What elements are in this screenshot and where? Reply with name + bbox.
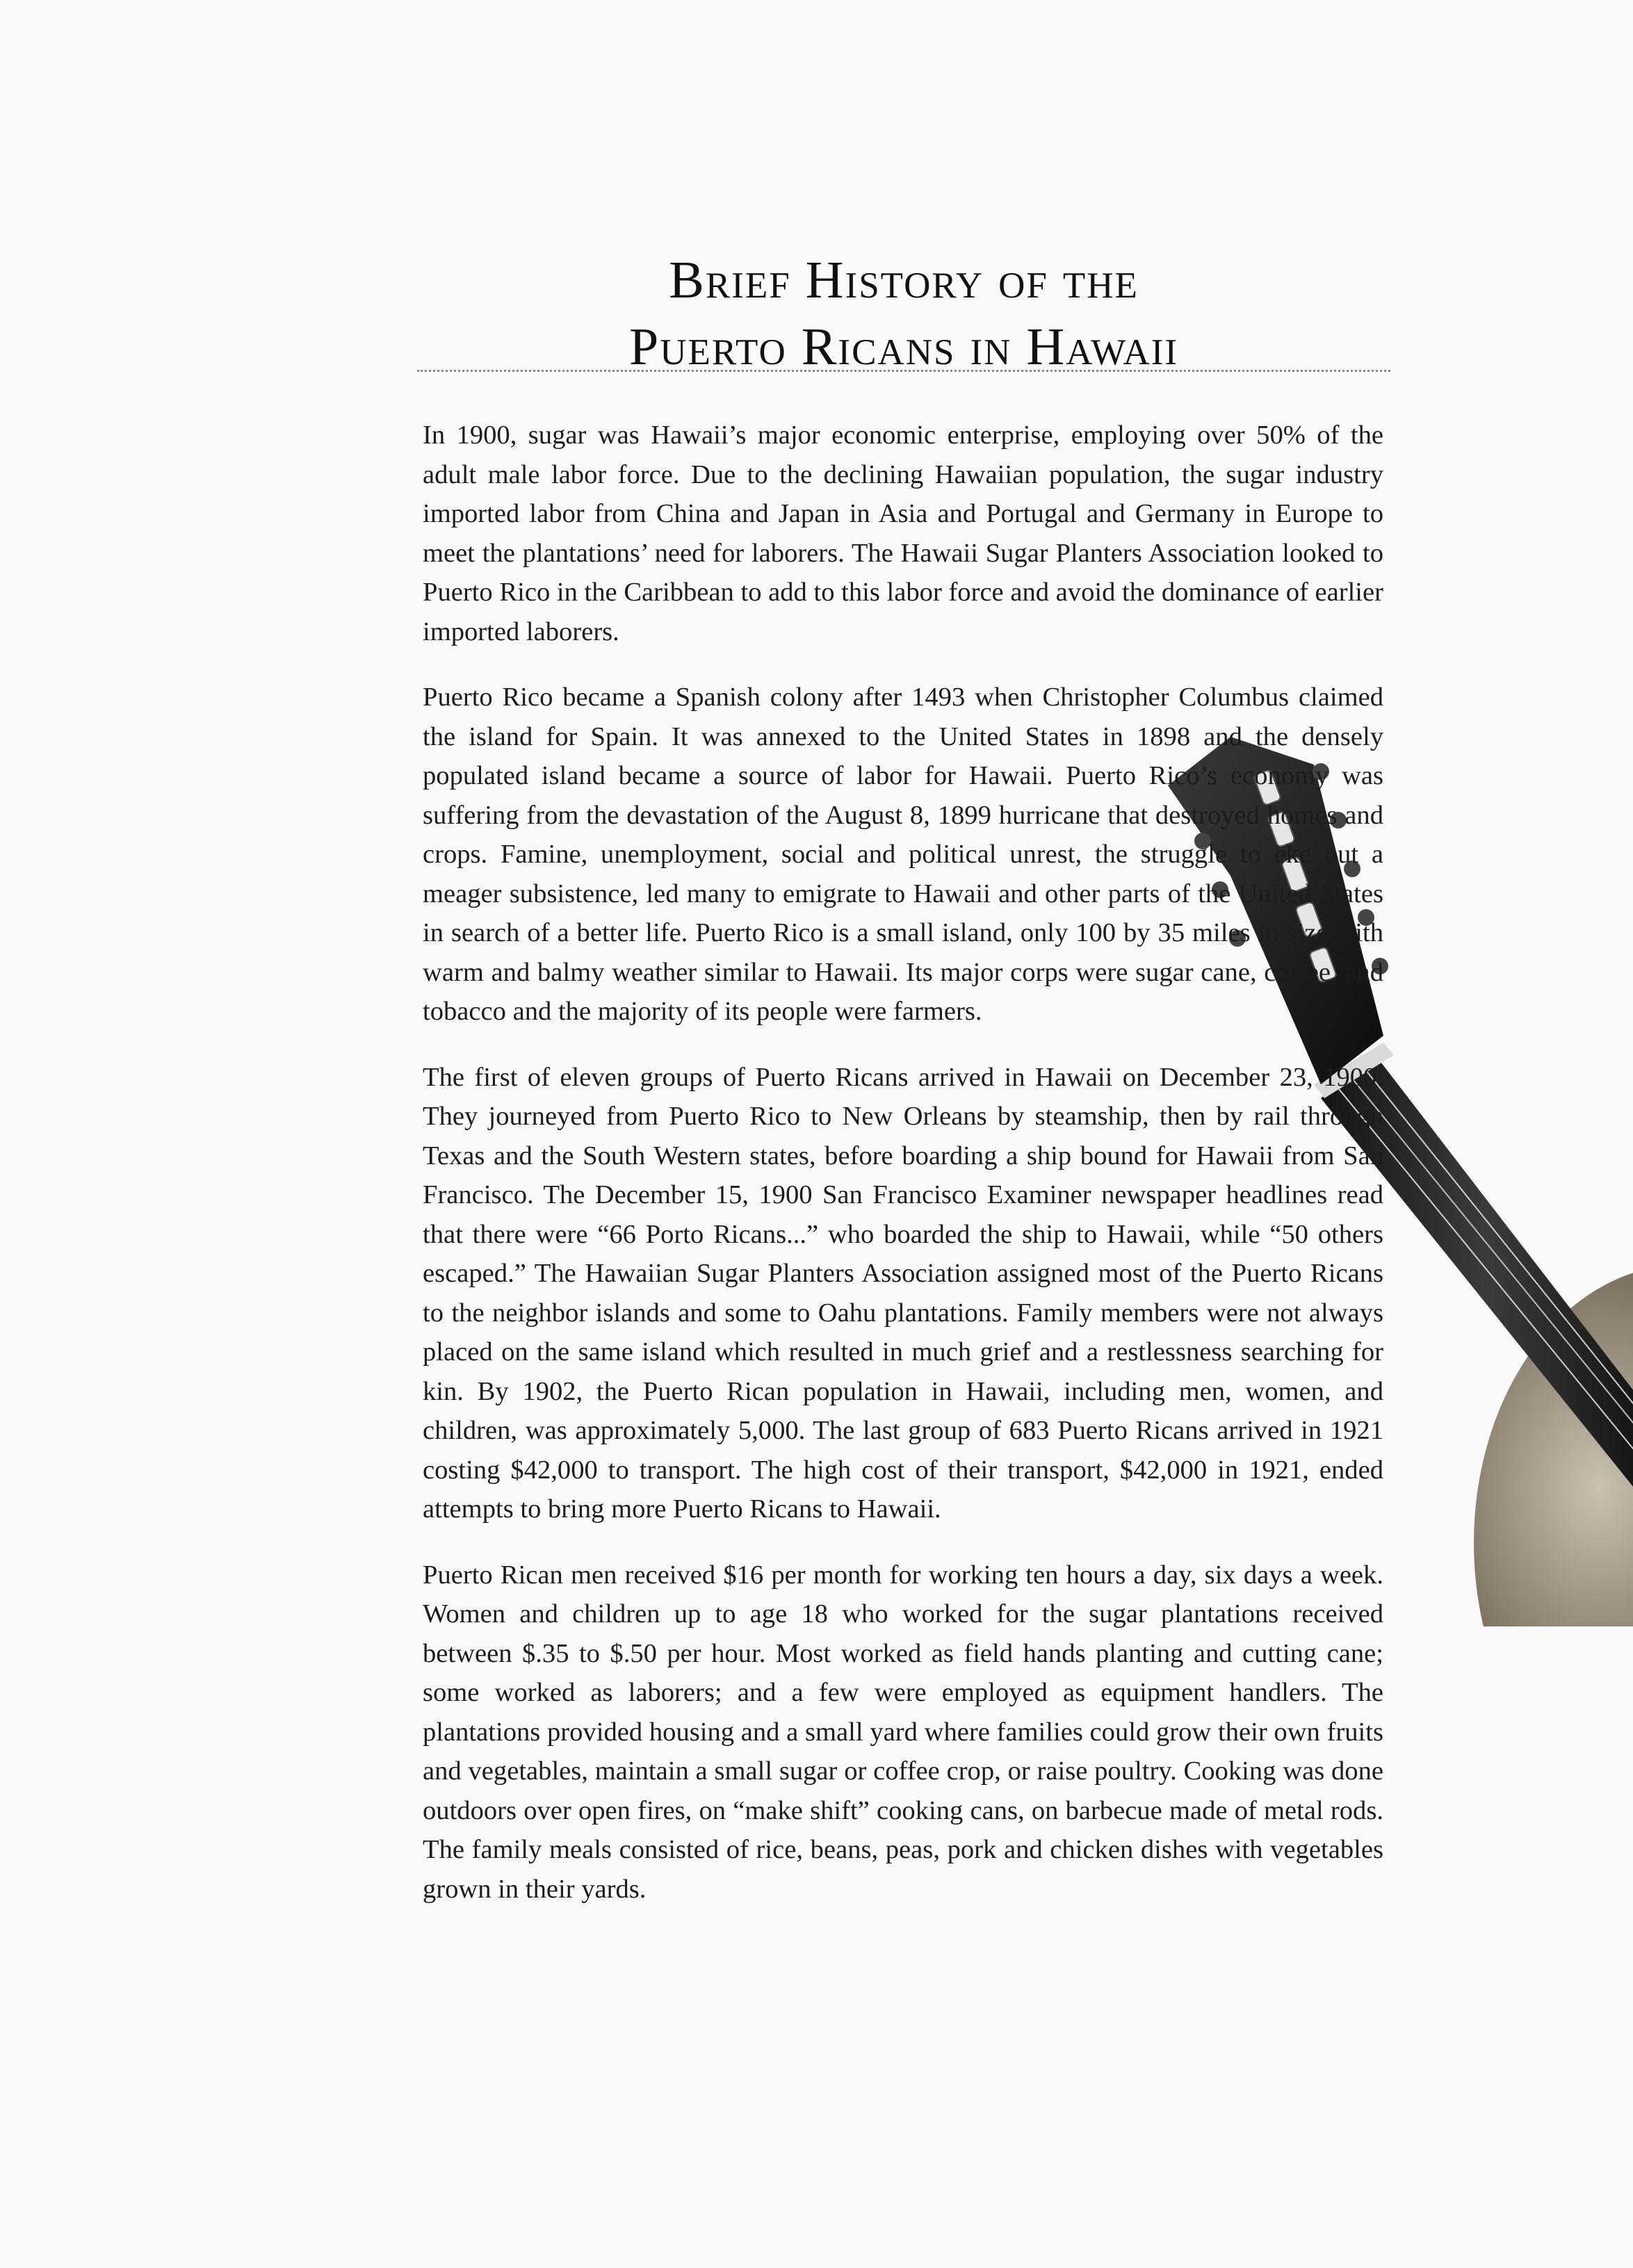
paragraph-3: The first of eleven groups of Puerto Ricans arrived in Hawaii on December 23, 1900. They journeyed from Puerto Rico to New Orleans by steamship, then by rail through Texas and the South Western states, before boarding a ship bound for Hawaii from San Francisco. The December 15, 1900 San Francisco Examiner newspaper headlines read that there were “66 Porto Ricans...” who boarded the ship to Hawaii, while “50 others escaped.” The Hawaiian Sugar Planters Association assigned most of the Puerto Ricans to the neighbor islands and some to Oahu plantations. Family members were not always placed on the same island which resulted in much grief and a restlessness searching for kin. By 1902, the Puerto Rican population in Hawaii, including men, women, and children, was approximately 5,000. The last group of 683 Puerto Ricans arrived in 1921 costing $42,000 to transport. The high cost of their transport, $42,000 in 1921, ended attempts to bring more Puerto Ricans to Hawaii. bbox=[423, 1062, 1383, 1524]
article-body bbox=[423, 416, 1383, 1935]
page-title bbox=[417, 247, 1390, 380]
paragraph-1: In 1900, sugar was Hawaii’s major economic enterprise, employing over 50% of the adult male labor force. Due to the declining Hawaiian population, the sugar industry imported labor from China and Japan in Asia and Portugal and Germany in Europe to meet the plantations’ need for laborers. The Hawaii Sugar Planters Association looked to Puerto Rico in the Caribbean to add to this labor force and avoid the dominance of earlier imported laborers. bbox=[423, 421, 1383, 646]
title-line-1: Brief History of the bbox=[669, 251, 1139, 309]
title-line-2: Puerto Ricans in Hawaii bbox=[628, 318, 1179, 376]
paragraph-4: Puerto Rican men received $16 per month for working ten hours a day, six days a week. Women and children up to age 18 who worked for the sugar plantations received between $.35 to $.50 per hour. Most worked as field hands planting and cutting cane; some worked as laborers; and a few were employed as equipment handlers. The plantations provided housing and a small yard where families could grow their own fruits and vegetables, maintain a small sugar or coffee crop, or raise poultry. Cooking was done outdoors over open fires, on “make shift” cooking cans, on barbecue made of metal rods. The family meals consisted of rice, beans, peas, pork and chicken dishes with vegetables grown in their yards. bbox=[423, 1560, 1383, 1904]
paragraph-2-text: Puerto Rico became a Spanish colony after 1493 when Christopher Columbus claimed the island for Spain. It was annexed to the United States in 1898 and the densely populated island became a source of labor for Hawaii. Puerto Rico’s economy was suffering from the devastation of the August 8, 1899 hurricane that destroyed homes and crops. Famine, unemployment, social and political unrest, the struggle to eke out a meager subsistence, led many to emigrate to Hawaii and other parts of the United States in search of a better life. Puerto Rico is a small island, only 100 by 35 miles in size with warm and balmy weather similar to Hawaii. Its major corps were sugar cane, coffee, and tobacco and the majority of its people were farmers. bbox=[423, 683, 1383, 1026]
paragraph-2 bbox=[423, 678, 1383, 1031]
title-divider bbox=[417, 370, 1390, 372]
